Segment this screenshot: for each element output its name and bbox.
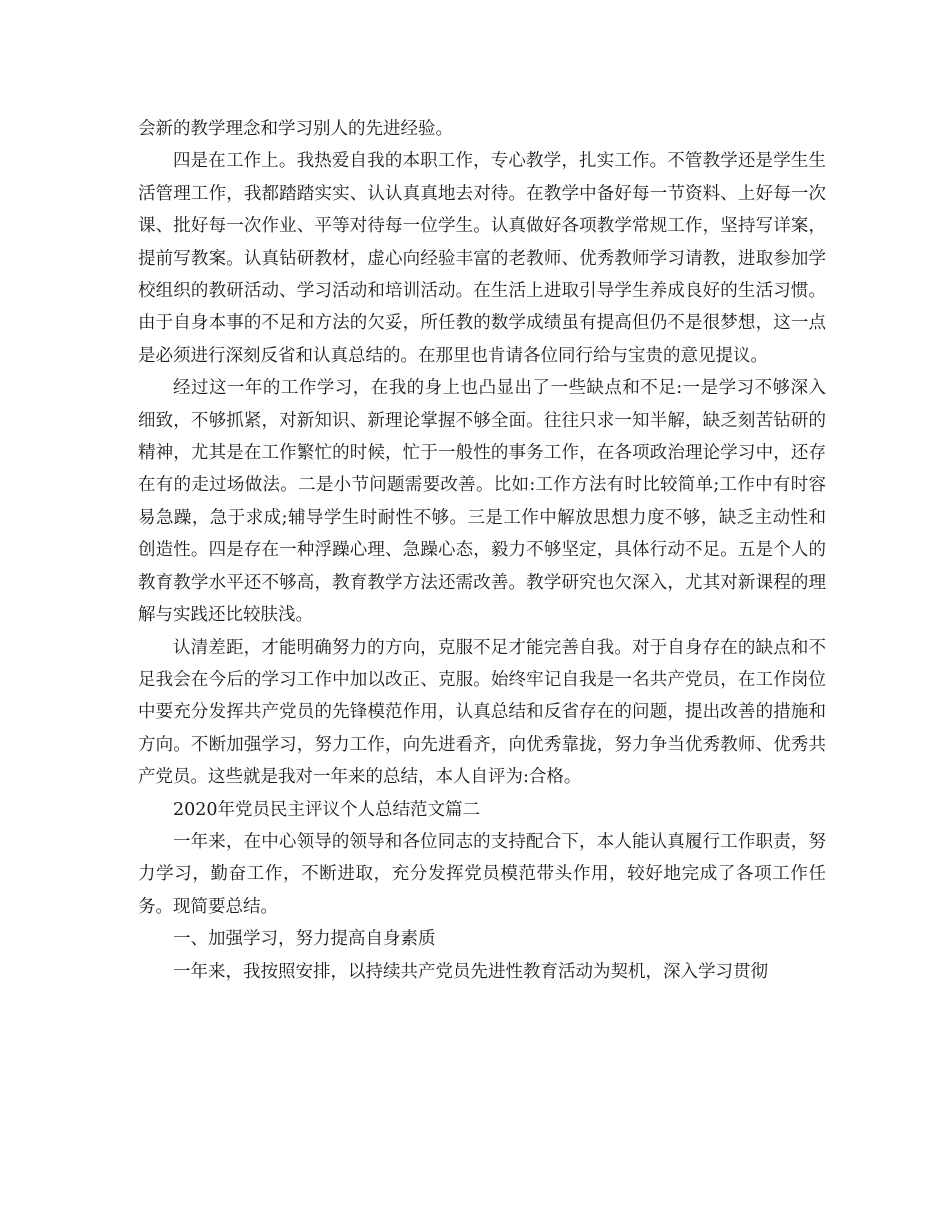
subsection-heading: 一、加强学习，努力提高自身素质: [173, 929, 436, 950]
paragraph-shortcomings: 经过这一年的工作学习，在我的身上也凸显出了一些缺点和不足:一是学习不够深入细致，不够抓紧，对新知识、新理论掌握不够全面。往往只求一知半解，缺乏刻苦钻研的精神，尤其是在工作繁忙的时候，忙于一般性的事务工作，在各项政治理论学习中，还存在有的走过场做法。二是小节问题需要改善。比如:工作方法有时比较简单;工作中有时容易急躁，急于求成;辅导学生时耐性不够。三是工作中解放思想力度不够，缺乏主动性和创造性。四是存在一种浮躁心理、急躁心态，毅力不够坚定，具体行动不足。五是个人的教育教学水平还不够高，教育教学方法还需改善。教学研究也欠深入，尤其对新课程的理解与实践还比较肤浅。: [138, 378, 826, 626]
paragraph-improvement: 认清差距，才能明确努力的方向，克服不足才能完善自我。对于自身存在的缺点和不足我会在今后的学习工作中加以改正、克服。始终牢记自我是一名共产党员，在工作岗位中要充分发挥共产党员的先锋模范作用，认真总结和反省存在的问题，提出改善的措施和方向。不断加强学习，努力工作，向先进看齐，向优秀靠拢，努力争当优秀教师、优秀共产党员。这些就是我对一年来的总结，本人自评为:合格。: [138, 637, 826, 788]
paragraph-continuation: 会新的教学理念和学习别人的先进经验。: [138, 119, 453, 139]
document-page: [138, 113, 826, 988]
paragraph-work-attitude: 四是在工作上。我热爱自我的本职工作，专心教学，扎实工作。不管教学还是学生生活管理工作，我都踏踏实实、认认真真地去对待。在教学中备好每一节资料、上好每一次课、批好每一次作业、平等对待每一位学生。认真做好各项教学常规工作，坚持写详案，提前写教案。认真钻研教材，虚心向经验丰富的老教师、优秀教师学习请教，进取参加学校组织的教研活动、学习活动和培训活动。在生活上进取引导学生养成良好的生活习惯。由于自身本事的不足和方法的欠妥，所任教的数学成绩虽有提高但仍不是很梦想，这一点是必须进行深刻反省和认真总结的。在那里也肯请各位同行给与宝贵的意见提议。: [138, 151, 826, 366]
paragraph-study: 一年来，我按照安排，以持续共产党员先进性教育活动为契机，深入学习贯彻: [173, 961, 768, 982]
section-title: 2020年党员民主评议个人总结范文篇二: [173, 799, 481, 820]
paragraph-intro: 一年来，在中心领导的领导和各位同志的支持配合下，本人能认真履行工作职责，努力学习，勤奋工作，不断进取，充分发挥党员模范带头作用，较好地完成了各项工作任务。现简要总结。: [138, 831, 826, 917]
